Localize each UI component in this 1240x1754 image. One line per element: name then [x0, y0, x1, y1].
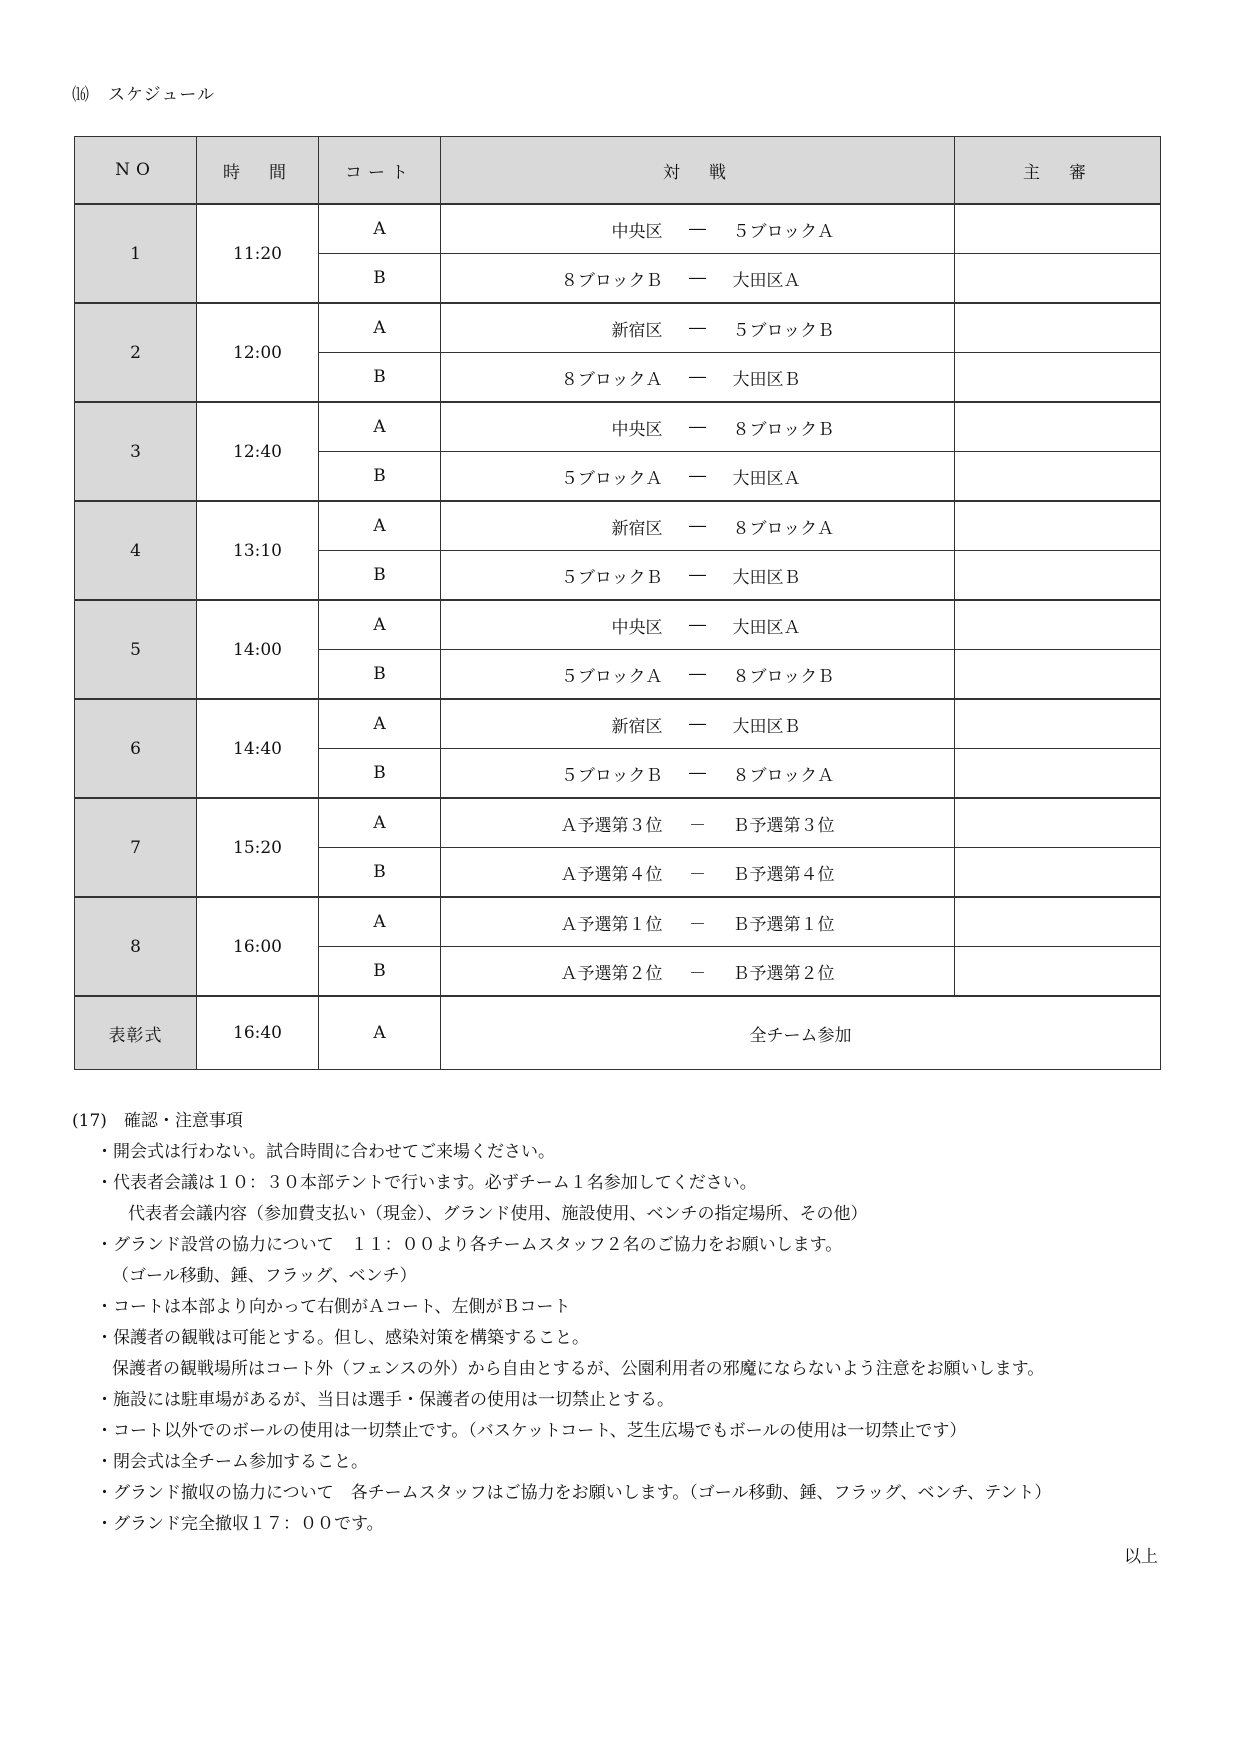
referee-cell	[955, 402, 1161, 452]
versus-dash: ―	[689, 268, 706, 288]
referee-cell	[955, 353, 1161, 403]
match-cell	[441, 848, 955, 898]
award-row	[75, 996, 1161, 1070]
match-cell	[441, 798, 955, 848]
match-cell	[441, 204, 955, 254]
schedule-heading: ⒃ スケジュール	[72, 85, 215, 105]
match-pairing	[441, 266, 954, 291]
team-away: 大田区Ｂ	[732, 369, 801, 390]
team-home: 新宿区	[611, 320, 663, 341]
match-time: 15:20	[197, 798, 319, 897]
match-number: 1	[75, 204, 197, 303]
note-item: ・グランド完全撤収１７：００です。	[96, 1514, 384, 1534]
match-time: 11:20	[197, 204, 319, 303]
referee-cell	[955, 699, 1161, 749]
court-cell: A	[319, 897, 441, 947]
referee-cell	[955, 650, 1161, 700]
match-cell	[441, 551, 955, 601]
team-home: ５ブロックＢ	[560, 765, 663, 786]
match-number: 3	[75, 402, 197, 501]
versus-dash: ―	[689, 565, 706, 585]
court-cell: B	[319, 947, 441, 997]
note-subitem: 保護者の観戦場所はコート外（フェンスの外）から自由とするが、公園利用者の邪魔にならないよう注意をお願いします。	[112, 1359, 1045, 1379]
team-home: ８ブロックＡ	[560, 369, 663, 390]
referee-cell	[955, 254, 1161, 304]
note-item: ・施設には駐車場があるが、当日は選手・保護者の使用は一切禁止とする。	[96, 1390, 674, 1410]
team-home: ５ブロックＡ	[560, 666, 663, 687]
team-home: 新宿区	[611, 518, 663, 539]
versus-dash: ―	[689, 714, 706, 734]
team-home: ５ブロックＢ	[560, 567, 663, 588]
versus-dash: －	[689, 864, 706, 885]
note-subitem: （ゴール移動、錘、フラッグ、ベンチ）	[112, 1266, 417, 1286]
court-cell: A	[319, 204, 441, 254]
versus-dash: －	[689, 815, 706, 836]
table-header-row	[75, 137, 1161, 205]
match-cell	[441, 353, 955, 403]
versus-dash: ―	[689, 615, 706, 635]
award-description: 全チーム参加	[441, 996, 1161, 1070]
team-home: Ａ予選第３位	[560, 815, 663, 836]
versus-dash: ―	[689, 516, 706, 536]
schedule-table	[74, 136, 1161, 1070]
court-cell: B	[319, 650, 441, 700]
note-item: ・コート以外でのボールの使用は一切禁止です。（バスケットコート、芝生広場でもボールの使用は一切禁止です）	[96, 1421, 967, 1441]
court-cell: A	[319, 501, 441, 551]
header-match: 対 戦	[441, 137, 955, 205]
court-cell: B	[319, 353, 441, 403]
schedule-body	[75, 204, 1161, 1070]
referee-cell	[955, 600, 1161, 650]
court-cell: B	[319, 551, 441, 601]
team-home: 中央区	[611, 617, 663, 638]
note-item: ・グランド設営の協力について １１：００より各チームスタッフ２名のご協力をお願いします。	[96, 1235, 843, 1255]
match-pairing	[441, 712, 954, 737]
match-number: 6	[75, 699, 197, 798]
team-home: 中央区	[611, 221, 663, 242]
match-number: 8	[75, 897, 197, 996]
court-cell: A	[319, 600, 441, 650]
notes-section	[72, 1106, 1172, 1540]
match-pairing	[441, 563, 954, 588]
referee-cell	[955, 303, 1161, 353]
match-pairing	[441, 959, 954, 984]
notes-title: (17) 確認・注意事項	[72, 1111, 243, 1131]
court-cell: B	[319, 254, 441, 304]
referee-cell	[955, 551, 1161, 601]
match-cell	[441, 897, 955, 947]
award-label: 表彰式	[75, 996, 197, 1070]
match-cell	[441, 749, 955, 799]
court-cell: B	[319, 749, 441, 799]
match-pairing	[441, 613, 954, 638]
match-pairing	[441, 910, 954, 935]
referee-cell	[955, 501, 1161, 551]
team-away: Ｂ予選第２位	[732, 963, 835, 984]
referee-cell	[955, 798, 1161, 848]
team-away: 大田区Ａ	[732, 617, 801, 638]
referee-cell	[955, 452, 1161, 502]
team-home: 新宿区	[611, 716, 663, 737]
match-pairing	[441, 365, 954, 390]
match-pairing	[441, 662, 954, 687]
court-cell: A	[319, 699, 441, 749]
match-cell	[441, 452, 955, 502]
match-cell	[441, 402, 955, 452]
team-away: Ｂ予選第４位	[732, 864, 835, 885]
table-row	[75, 501, 1161, 551]
match-number: 5	[75, 600, 197, 699]
versus-dash: ―	[689, 417, 706, 437]
team-away: 大田区Ａ	[732, 270, 801, 291]
note-item: ・コートは本部より向かって右側がＡコート、左側がＢコート	[96, 1297, 571, 1317]
team-away: ５ブロックＡ	[732, 221, 835, 242]
match-number: 2	[75, 303, 197, 402]
team-away: ５ブロックＢ	[732, 320, 835, 341]
match-time: 14:00	[197, 600, 319, 699]
match-cell	[441, 600, 955, 650]
match-cell	[441, 699, 955, 749]
match-pairing	[441, 316, 954, 341]
referee-cell	[955, 897, 1161, 947]
match-number: 7	[75, 798, 197, 897]
header-time: 時 間	[197, 137, 319, 205]
team-away: ８ブロックＢ	[732, 419, 835, 440]
header-no: NO	[75, 137, 197, 205]
versus-dash: ―	[689, 318, 706, 338]
referee-cell	[955, 848, 1161, 898]
table-row	[75, 402, 1161, 452]
closing-remark: 以上	[1124, 1547, 1158, 1567]
versus-dash: ―	[689, 763, 706, 783]
versus-dash: ―	[689, 367, 706, 387]
court-cell: B	[319, 848, 441, 898]
match-cell	[441, 501, 955, 551]
note-item: ・保護者の観戦は可能とする。但し、感染対策を構築すること。	[96, 1328, 589, 1348]
team-away: 大田区Ａ	[732, 468, 801, 489]
table-row	[75, 897, 1161, 947]
team-home: Ａ予選第４位	[560, 864, 663, 885]
award-court: A	[319, 996, 441, 1070]
header-court: コート	[319, 137, 441, 205]
match-time: 12:40	[197, 402, 319, 501]
team-away: ８ブロックＡ	[732, 518, 835, 539]
team-home: 中央区	[611, 419, 663, 440]
versus-dash: ―	[689, 219, 706, 239]
match-pairing	[441, 761, 954, 786]
match-number: 4	[75, 501, 197, 600]
team-away: 大田区Ｂ	[732, 567, 801, 588]
match-cell	[441, 650, 955, 700]
match-time: 13:10	[197, 501, 319, 600]
court-cell: B	[319, 452, 441, 502]
match-time: 16:00	[197, 897, 319, 996]
referee-cell	[955, 749, 1161, 799]
team-home: Ａ予選第１位	[560, 914, 663, 935]
note-item: ・グランド撤収の協力について 各チームスタッフはご協力をお願いします。（ゴール移動、錘、フラッグ、ベンチ、テント）	[96, 1483, 1052, 1503]
award-time: 16:40	[197, 996, 319, 1070]
team-away: ８ブロックＢ	[732, 666, 835, 687]
match-cell	[441, 303, 955, 353]
table-row	[75, 204, 1161, 254]
note-item: ・閉会式は全チーム参加すること。	[96, 1452, 368, 1472]
versus-dash: －	[689, 963, 706, 984]
match-pairing	[441, 514, 954, 539]
team-home: ８ブロックＢ	[560, 270, 663, 291]
match-cell	[441, 947, 955, 997]
versus-dash: －	[689, 914, 706, 935]
match-pairing	[441, 860, 954, 885]
team-away: 大田区Ｂ	[732, 716, 801, 737]
referee-cell	[955, 947, 1161, 997]
court-cell: A	[319, 798, 441, 848]
table-row	[75, 798, 1161, 848]
team-away: Ｂ予選第１位	[732, 914, 835, 935]
match-pairing	[441, 811, 954, 836]
team-home: ５ブロックＡ	[560, 468, 663, 489]
team-away: ８ブロックＡ	[732, 765, 835, 786]
note-item: ・代表者会議は１０：３０本部テントで行います。必ずチーム１名参加してください。	[96, 1173, 757, 1193]
table-row	[75, 600, 1161, 650]
table-row	[75, 303, 1161, 353]
match-time: 12:00	[197, 303, 319, 402]
match-time: 14:40	[197, 699, 319, 798]
note-subitem: 代表者会議内容（参加費支払い（現金）、グランド使用、施設使用、ベンチの指定場所、その他）	[128, 1204, 868, 1224]
referee-cell	[955, 204, 1161, 254]
team-away: Ｂ予選第３位	[732, 815, 835, 836]
match-pairing	[441, 217, 954, 242]
versus-dash: ―	[689, 664, 706, 684]
team-home: Ａ予選第２位	[560, 963, 663, 984]
match-cell	[441, 254, 955, 304]
match-pairing	[441, 464, 954, 489]
table-row	[75, 699, 1161, 749]
court-cell: A	[319, 402, 441, 452]
match-pairing	[441, 415, 954, 440]
court-cell: A	[319, 303, 441, 353]
note-item: ・開会式は行わない。試合時間に合わせてご来場ください。	[96, 1142, 555, 1162]
header-referee: 主 審	[955, 137, 1161, 205]
versus-dash: ―	[689, 466, 706, 486]
